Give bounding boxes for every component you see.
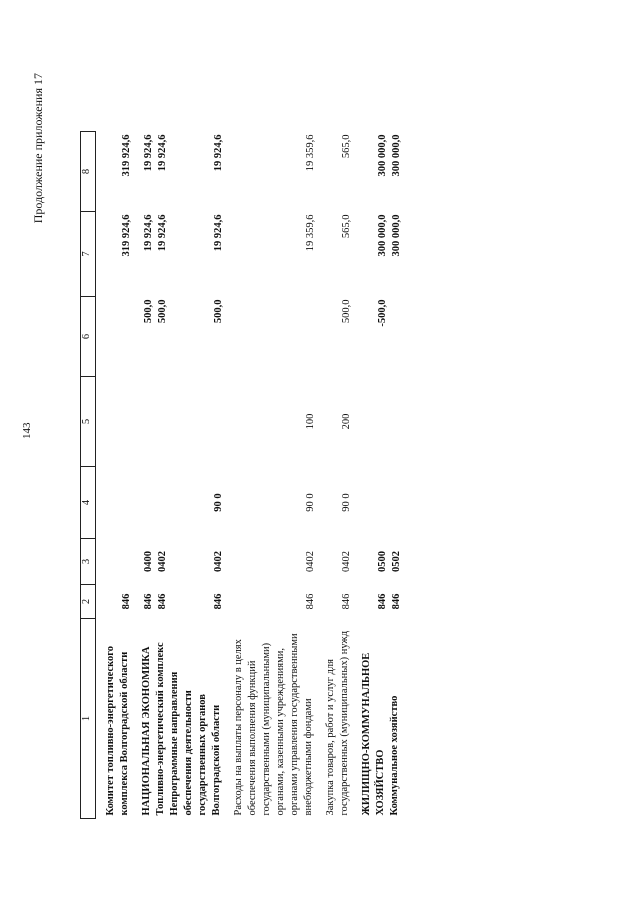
row-amendment-amount: 500,0 [341, 299, 352, 324]
row-approved-amount: 300 000,0 [391, 214, 402, 257]
row-ministry-code: 846 [157, 593, 168, 610]
table-row [168, 132, 224, 819]
row-description: Непрограммные направления обеспечения деятельности государственных органов Волгоградской области [169, 671, 222, 816]
row-section-code: 0400 [143, 551, 154, 572]
row-ministry-code: 846 [213, 593, 224, 610]
row-ministry-code: 846 [391, 593, 402, 610]
col-header: 5 [81, 377, 96, 467]
row-approved-amount: 565,0 [341, 214, 352, 239]
row-approved-amount: 19 924,6 [143, 214, 154, 252]
col-header: 8 [81, 132, 96, 212]
row-amendment-amount [388, 297, 402, 377]
row-total-amount: 19 359,6 [305, 134, 316, 172]
row-total-amount: 300 000,0 [377, 134, 388, 177]
row-expense-type [154, 377, 168, 467]
row-expense-type [104, 377, 132, 467]
row-section-code: 0402 [157, 551, 168, 572]
col-header: 1 [81, 619, 96, 819]
row-approved-amount: 19 924,6 [157, 214, 168, 252]
row-description: Топливно-энергетический комплекс [155, 642, 166, 816]
row-description: ЖИЛИЩНО-КОММУНАЛЬНОЕ ХОЗЯЙСТВО [361, 652, 386, 816]
row-expense-type [168, 377, 224, 467]
budget-table [80, 131, 402, 819]
row-expense-type [388, 377, 402, 467]
row-amendment-amount: -500,0 [377, 299, 388, 327]
row-approved-amount: 19 359,6 [305, 214, 316, 252]
row-target-article [154, 467, 168, 539]
row-amendment-amount [104, 297, 132, 377]
row-target-article [360, 467, 388, 539]
table-row [140, 132, 154, 819]
row-section-code [104, 539, 132, 585]
row-ministry-code: 846 [143, 593, 154, 610]
col-header: 6 [81, 297, 96, 377]
row-description: Расходы на выплаты персоналу в целях обеспечения выполнения функций государственными (муниципальными) органами, казенными учреждениями, органами управления государственными внебюджетными фондами [233, 633, 314, 816]
row-ministry-code: 846 [341, 593, 352, 610]
row-amendment-amount: 500,0 [143, 299, 154, 324]
table-row [324, 132, 352, 819]
row-approved-amount: 300 000,0 [377, 214, 388, 257]
row-target-article: 90 0 [341, 493, 352, 512]
row-section-code: 0502 [391, 551, 402, 572]
row-expense-type: 100 [305, 413, 316, 430]
row-description: НАЦИОНАЛЬНАЯ ЭКОНОМИКА [141, 646, 152, 816]
col-header: 4 [81, 467, 96, 539]
row-description: Закупка товаров, работ и услуг для государственных (муниципальных) нужд [325, 630, 350, 816]
row-ministry-code: 846 [121, 593, 132, 610]
row-total-amount: 19 924,6 [213, 134, 224, 172]
row-amendment-amount: 500,0 [213, 299, 224, 324]
row-total-amount: 300 000,0 [391, 134, 402, 177]
row-section-code: 0402 [213, 551, 224, 572]
table-row [360, 132, 388, 819]
row-description: Коммунальное хозяйство [389, 695, 400, 816]
row-ministry-code: 846 [305, 593, 316, 610]
row-total-amount: 19 924,6 [143, 134, 154, 172]
row-expense-type: 200 [341, 413, 352, 430]
table-row [154, 132, 168, 819]
row-total-amount: 565,0 [341, 134, 352, 159]
row-target-article [104, 467, 132, 539]
table-row [388, 132, 402, 819]
row-approved-amount: 19 924,6 [213, 214, 224, 252]
row-expense-type [140, 377, 154, 467]
row-total-amount: 19 924,6 [157, 134, 168, 172]
row-expense-type [360, 377, 388, 467]
row-target-article: 90 0 [305, 493, 316, 512]
row-amendment-amount [232, 297, 316, 377]
continuation-note: Продолжение приложения 17 [31, 73, 45, 224]
row-section-code: 0500 [377, 551, 388, 572]
row-amendment-amount: 500,0 [157, 299, 168, 324]
row-section-code: 0402 [305, 551, 316, 572]
col-header: 3 [81, 539, 96, 585]
header-row [81, 132, 96, 819]
row-description: Комитет топливно-энергетического комплекса Волгоградской области [105, 645, 130, 816]
table-row [104, 132, 132, 819]
row-total-amount: 319 924,6 [121, 134, 132, 177]
table-row [232, 132, 316, 819]
col-header: 7 [81, 212, 96, 297]
row-target-article [388, 467, 402, 539]
row-section-code: 0402 [341, 551, 352, 572]
row-ministry-code: 846 [377, 593, 388, 610]
row-target-article: 90 0 [213, 493, 224, 512]
col-header: 2 [81, 585, 96, 619]
row-target-article [140, 467, 154, 539]
row-approved-amount: 319 924,6 [121, 214, 132, 257]
